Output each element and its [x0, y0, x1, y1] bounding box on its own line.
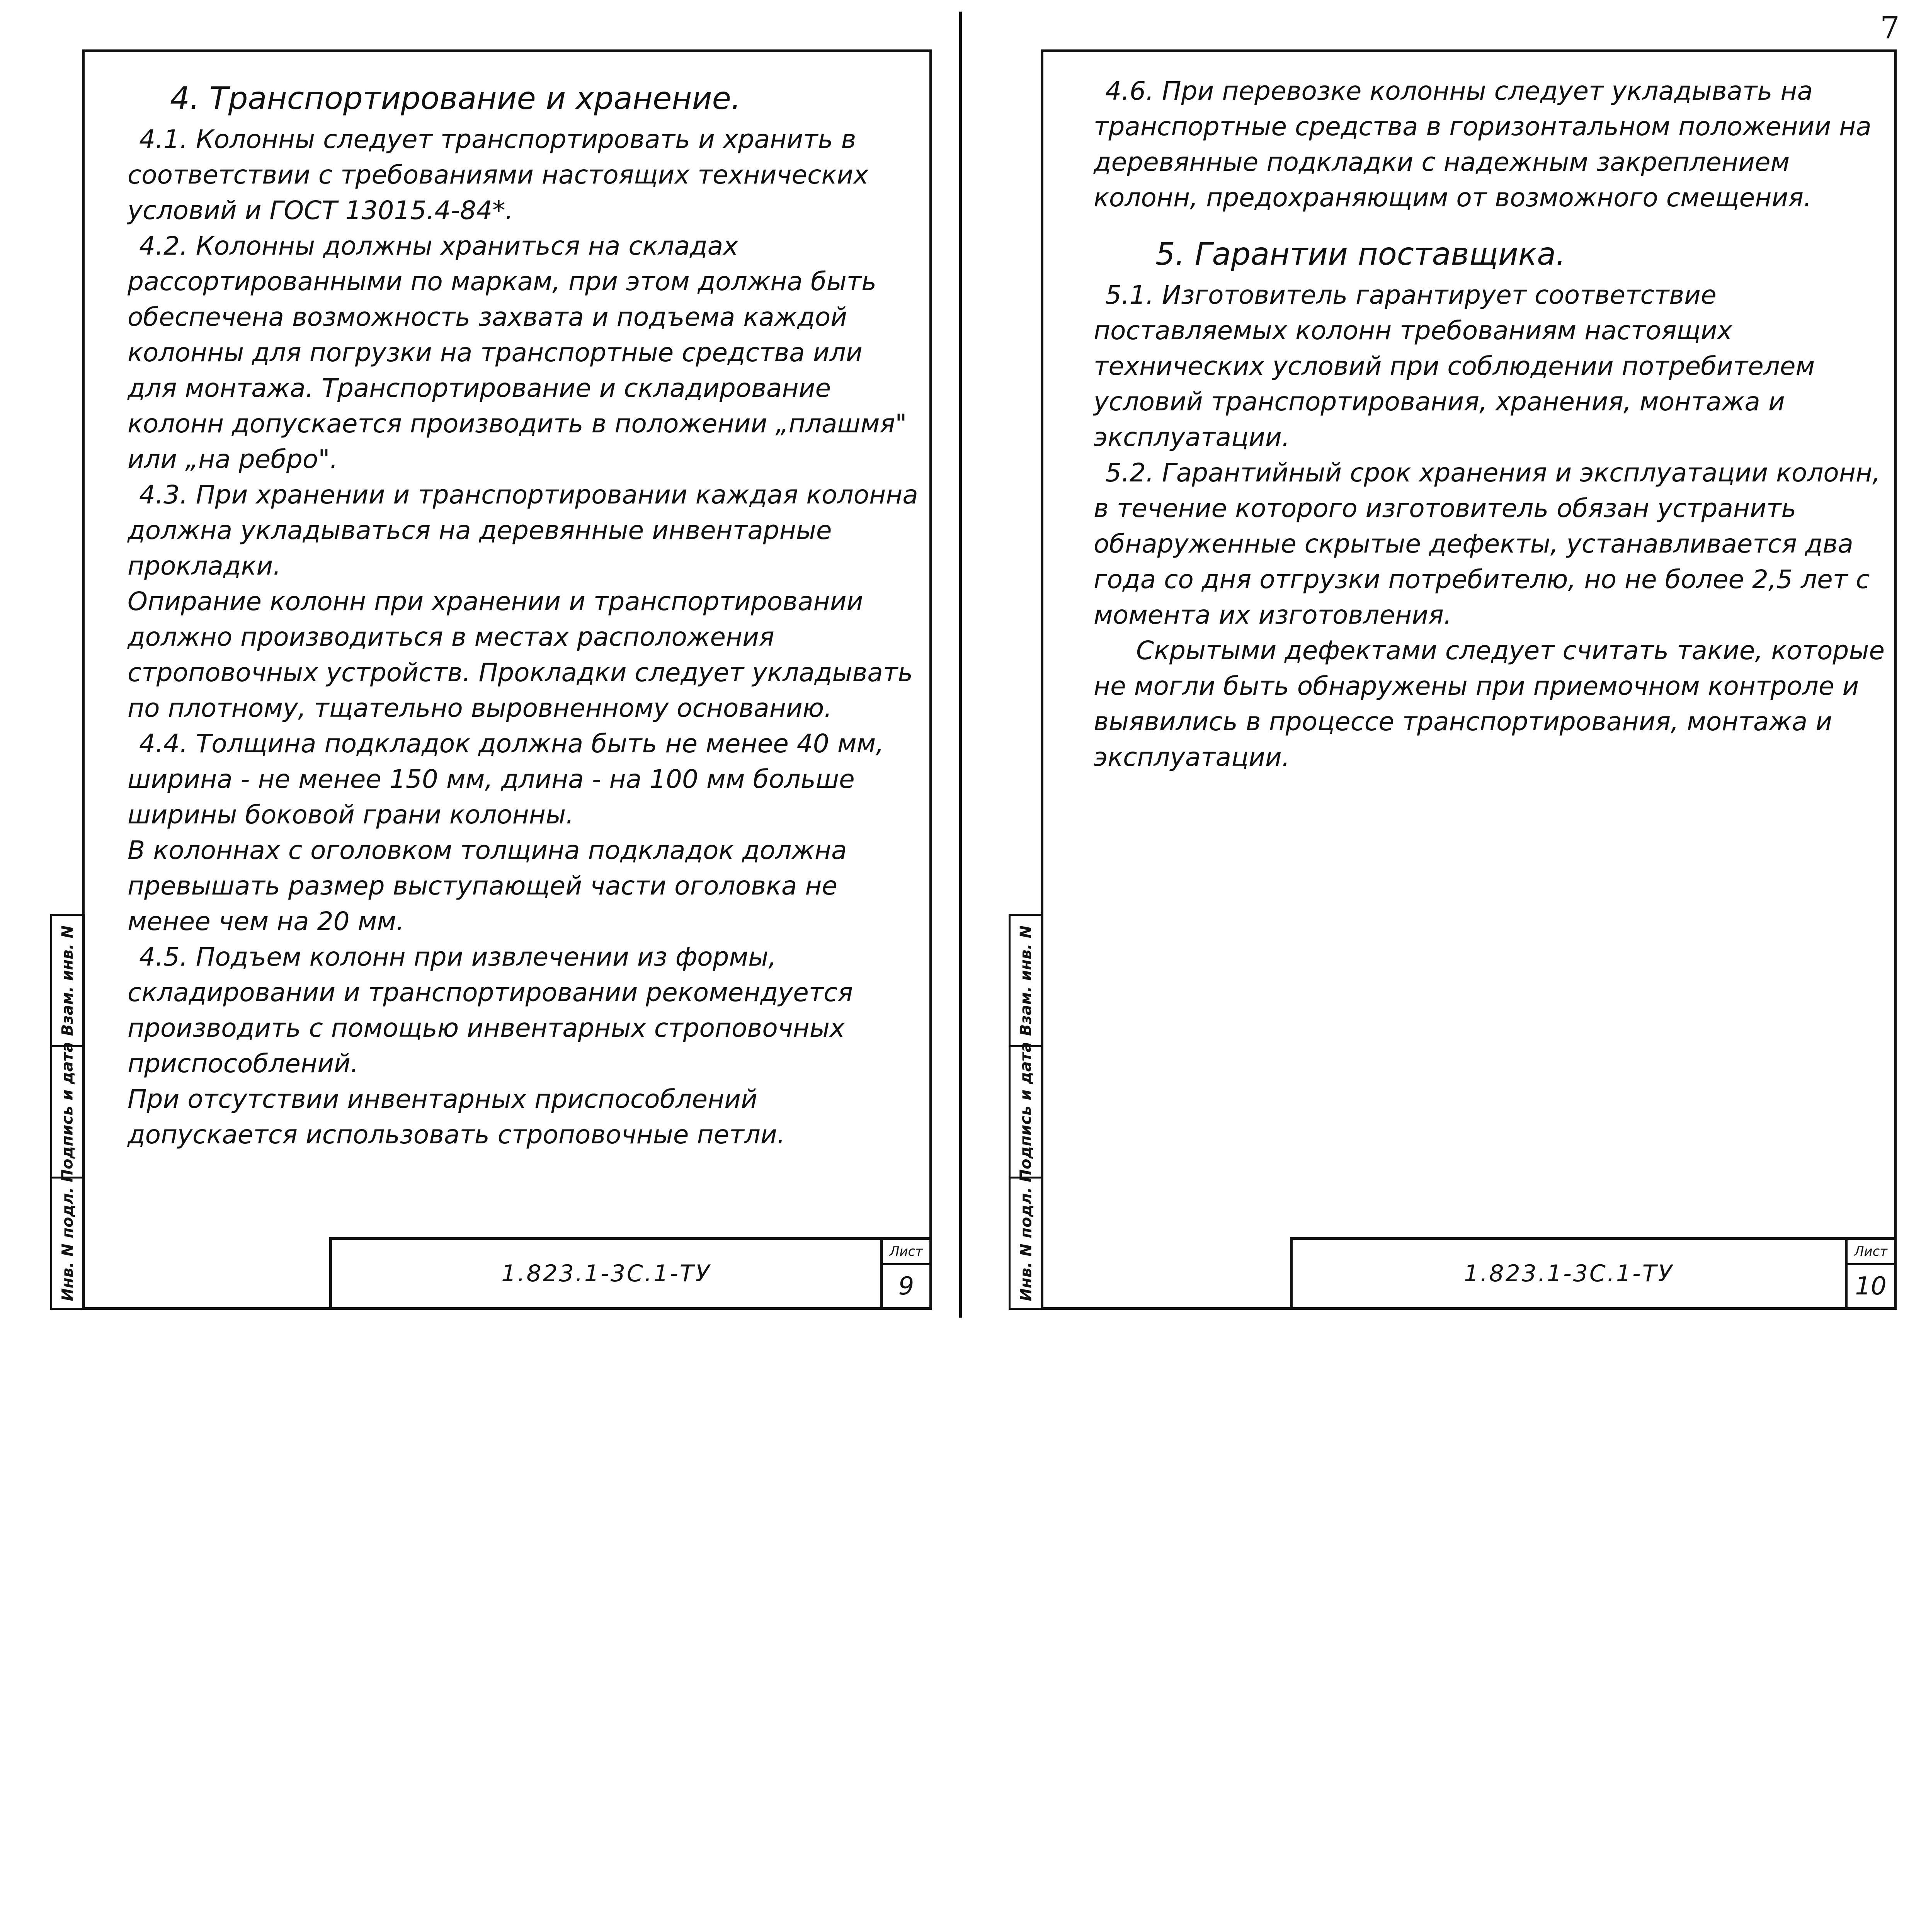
title-block	[1290, 1237, 1897, 1310]
sheet-number: 10	[1855, 1272, 1887, 1301]
paragraph: Опирание колонн при хранении и транспортировании должно производиться в местах расположения строповочных устройств. Прокладки следует укладывать по плотному, тщательно выровненному основанию.	[128, 587, 913, 723]
paragraph: 5.2. Гарантийный срок хранения и эксплуатации колонн, в течение которого изготовитель обязан устранить обнаруженные скрытые дефекты, устанавливается два года со дня отгрузки потребителю, но не более 2,5 лет с момента их изготовления.	[1094, 458, 1881, 630]
section-heading: 5. Гарантии поставщика.	[1155, 236, 1566, 272]
paragraph: 4.6. При перевозке колонны следует укладывать на транспортные средства в горизонтальном положении на деревянные подкладки с надежным закреплением колонн, предохраняющим от возможного смещения.	[1094, 76, 1872, 213]
side-label-signature: Подпись и дата	[1017, 1041, 1035, 1182]
document-code: 1.823.1-3С.1-ТУ	[501, 1260, 711, 1287]
sheet-number-cell	[1845, 1240, 1894, 1307]
title-block	[329, 1237, 932, 1310]
left-text	[128, 75, 920, 1153]
sheet-label: Лист	[1848, 1240, 1894, 1265]
section-heading: 4. Транспортирование и хранение.	[170, 80, 741, 116]
page-number: 7	[1880, 10, 1900, 46]
side-label-signature: Подпись и дата	[59, 1041, 77, 1182]
sheet-label: Лист	[883, 1240, 929, 1265]
side-label-replace: Взам. инв. N	[59, 925, 77, 1036]
paragraph: При отсутствии инвентарных приспособлений допускается использовать строповочные петли.	[128, 1084, 785, 1150]
side-label-inventory: Инв. N подл.	[59, 1187, 77, 1301]
paragraph: Скрытыми дефектами следует считать такие, которые не могли быть обнаружены при приемочном контроле и выявились в процессе транспортирования, монтажа и эксплуатации.	[1094, 636, 1885, 772]
paragraph: 5.1. Изготовитель гарантирует соответствие поставляемых колонн требованиям настоящих технических условий при соблюдении потребителем условий транспортирования, хранения, монтажа и эксплуатации.	[1094, 280, 1815, 452]
paragraph: 4.5. Подъем колонн при извлечении из формы, складировании и транспортировании рекомендуется производить с помощью инвентарных строповочных приспособлений.	[128, 942, 853, 1078]
right-text	[1094, 73, 1890, 775]
paragraph: 4.1. Колонны следует транспортировать и хранить в соответствии с требованиями настоящих технических условий и ГОСТ 13015.4-84*.	[128, 124, 869, 225]
paragraph: 4.2. Колонны должны храниться на складах рассортированными по маркам, при этом должна быть обеспечена возможность захвата и подъема каждой колонны для погрузки на транспортные средства или для монтажа. Транспортирование и складирование колонн допускается производить в положении „плашмя" или „на ребро".	[128, 231, 907, 474]
document-code: 1.823.1-3С.1-ТУ	[1464, 1260, 1674, 1287]
paragraph: 4.4. Толщина подкладок должна быть не менее 40 мм, ширина - не менее 150 мм, длина - на 100 мм больше ширины боковой грани колонны.	[128, 729, 884, 830]
right-side-stamp	[1009, 914, 1043, 1932]
paragraph: 4.3. При хранении и транспортировании каждая колонна должна укладываться на деревянные инвентарные прокладки.	[128, 480, 918, 581]
page-divider	[959, 12, 962, 1318]
sheet-number-cell	[880, 1240, 929, 1307]
side-label-replace: Взам. инв. N	[1017, 925, 1035, 1036]
paragraph: В колоннах с оголовком толщина подкладок должна превышать размер выступающей части оголовка не менее чем на 20 мм.	[128, 835, 847, 936]
side-label-inventory: Инв. N подл.	[1017, 1187, 1035, 1301]
left-side-stamp	[50, 914, 85, 1932]
sheet-number: 9	[898, 1272, 914, 1301]
